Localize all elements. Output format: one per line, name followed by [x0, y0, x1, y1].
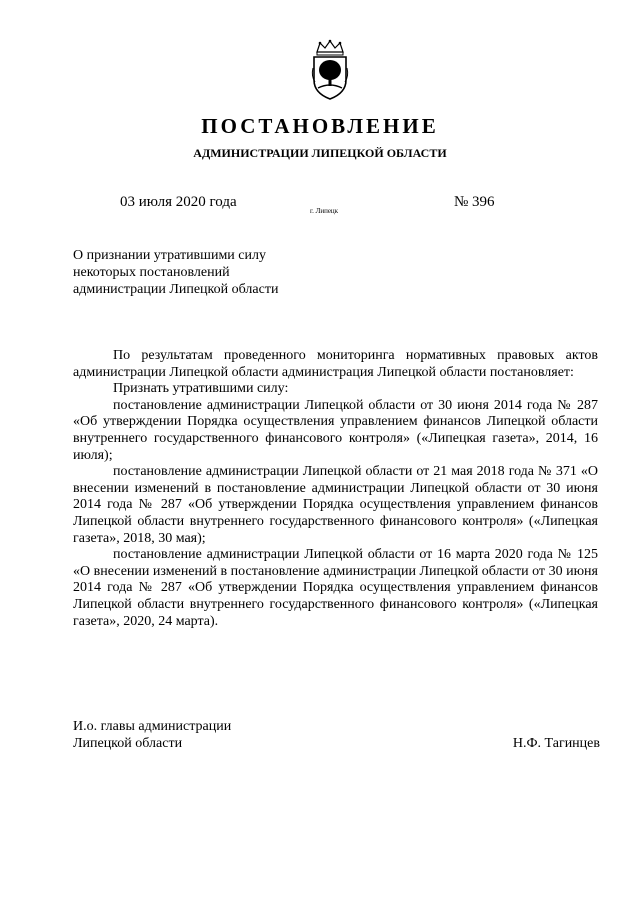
document-date: 03 июля 2020 года [120, 194, 237, 210]
subject-line: некоторых постановлений [73, 265, 230, 280]
coat-of-arms-icon [303, 38, 357, 102]
document-city: г. Липецк [310, 207, 339, 215]
document-title: ПОСТАНОВЛЕНИЕ [201, 114, 439, 138]
document-issuer: АДМИНИСТРАЦИИ ЛИПЕЦКОЙ ОБЛАСТИ [193, 146, 447, 160]
signature-block [73, 718, 600, 752]
body-paragraph: постановление администрации Липецкой области от 16 марта 2020 года № 125 «О внесении изменений в постановление администрации Липецкой области от 30 июня 2014 года № 287 «Об утверждении Порядка осуществления управлением финансов Липецкой области внутреннего государственного финансового контроля» («Липецкая газета», 2020, 24 марта). [73, 547, 598, 629]
body-paragraph: Признать утратившими силу: [113, 381, 289, 397]
document-subject [73, 247, 278, 298]
signatory-role-line: И.о. главы администрации [73, 719, 232, 734]
body-paragraph: По результатам проведенного мониторинга нормативных правовых актов администрации Липецкой области администрация Липецкой области постановляет: [73, 348, 598, 380]
body-paragraph: постановление администрации Липецкой области от 30 июня 2014 года № 287 «Об утверждении Порядка осуществления управлением финансов Липецкой области внутреннего государственного финансового контроля» («Липецкая газета», 2014, 16 июля); [73, 397, 598, 463]
body-paragraph: постановление администрации Липецкой области от 21 мая 2018 года № 371 «О внесении изменений в постановление администрации Липецкой области от 30 июня 2014 года № 287 «Об утверждении Порядка осуществления управлением финансов Липецкой области внутреннего государственного финансового контроля» («Липецкая газета», 2018, 30 мая); [73, 464, 598, 546]
document-body [73, 348, 598, 630]
document-number: № 396 [454, 194, 495, 210]
signatory-role-line: Липецкой области [73, 736, 183, 751]
subject-line: О признании утратившими силу [73, 248, 266, 263]
subject-line: администрации Липецкой области [73, 282, 279, 297]
signatory-name: Н.Ф. Тагинцев [512, 736, 600, 751]
